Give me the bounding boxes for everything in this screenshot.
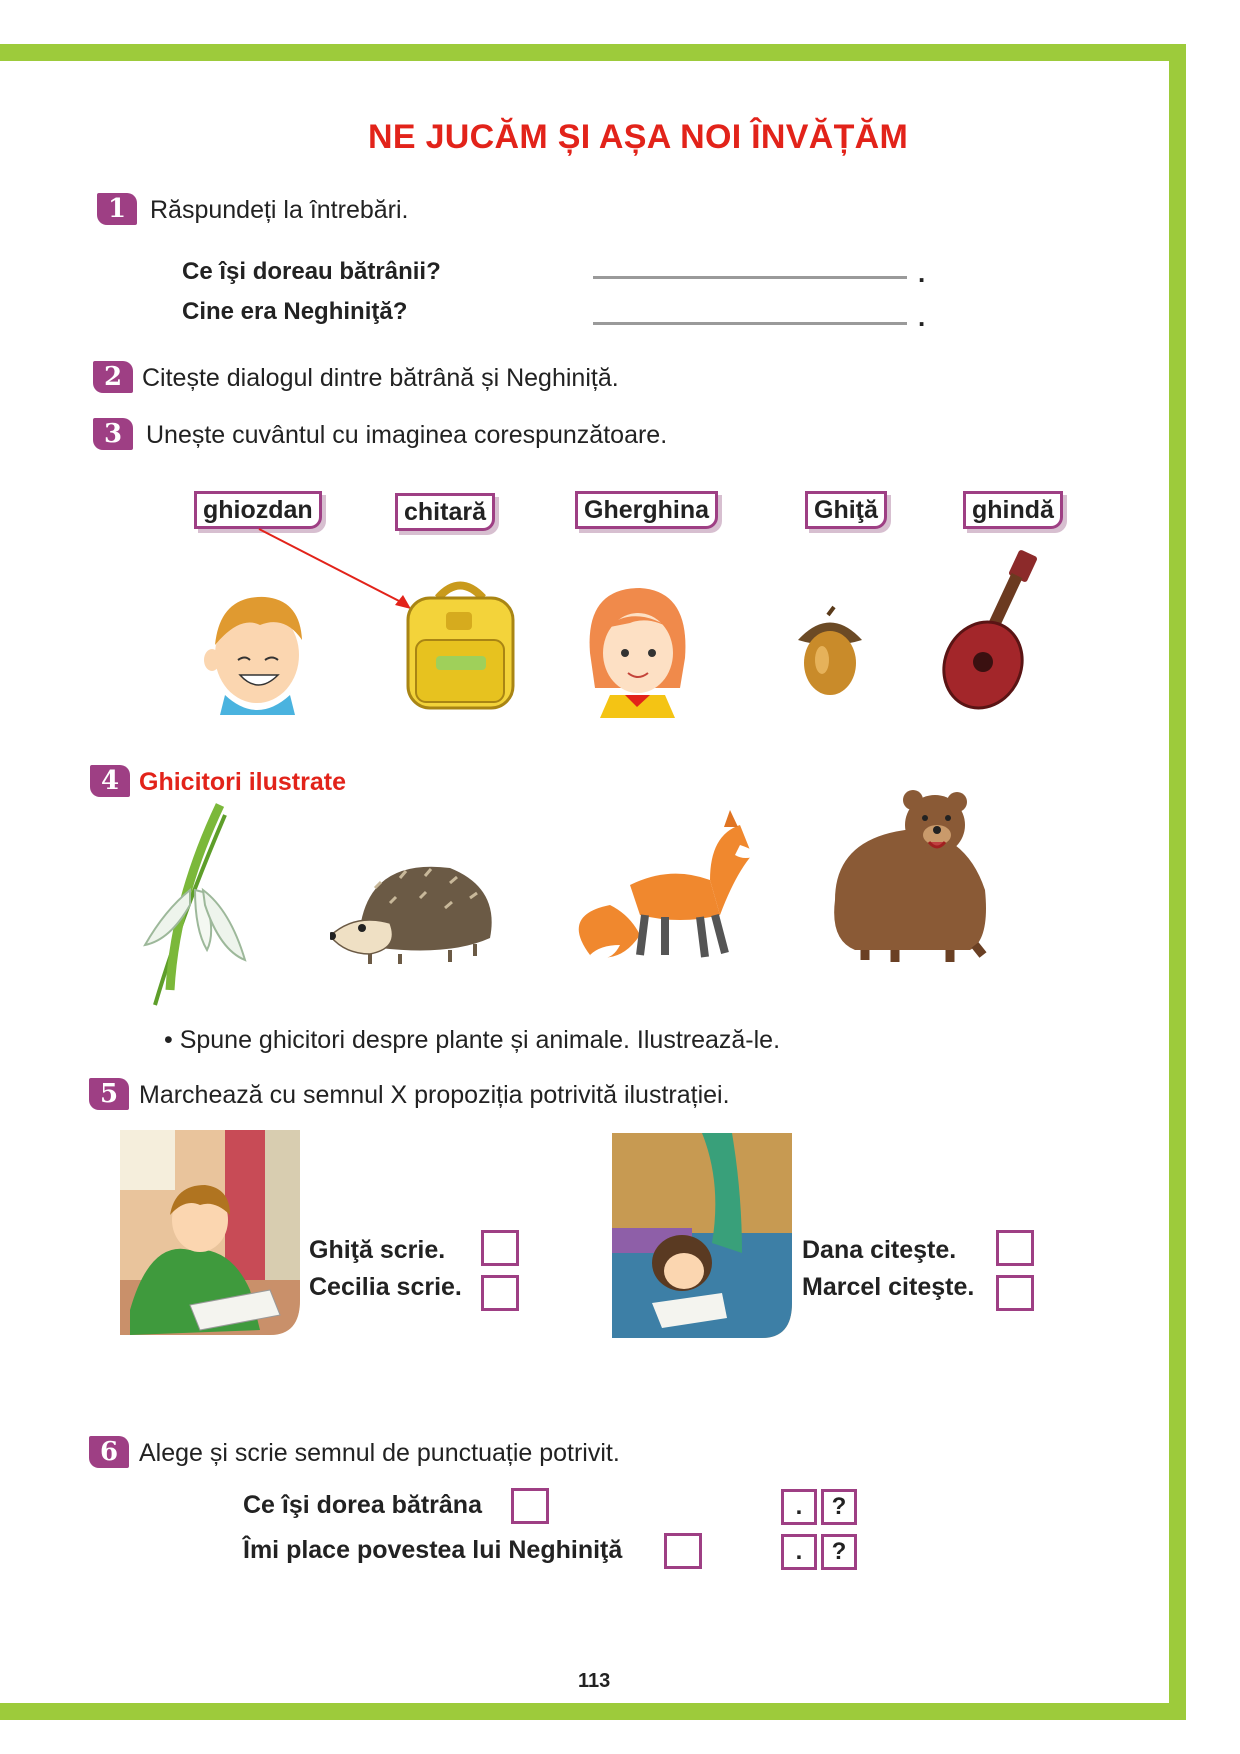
question-2: Cine era Neghiniţă?	[182, 298, 408, 325]
word-card-chitara[interactable]: chitară	[395, 493, 495, 531]
exercise-number-1: 1	[97, 193, 137, 225]
exercise-6-instruction: Alege și scrie semnul de punctuație potrivit.	[139, 1439, 620, 1467]
word-card-gherghina[interactable]: Gherghina	[575, 491, 718, 529]
sentence-marcel-citeste: Marcel citeşte.	[802, 1273, 975, 1301]
page-frame-top	[0, 44, 1186, 61]
option-question-1[interactable]: ?	[821, 1489, 857, 1525]
checkbox-ghita-scrie[interactable]	[481, 1230, 519, 1266]
bear-image[interactable]	[825, 790, 1000, 965]
guitar-image[interactable]	[935, 550, 1055, 720]
boy-writing-image[interactable]	[120, 1130, 300, 1335]
fox-image[interactable]	[570, 805, 760, 965]
end-mark-2: .	[918, 302, 926, 332]
punctuation-box-1[interactable]	[511, 1488, 549, 1524]
exercise-number-5: 5	[89, 1078, 129, 1110]
checkbox-dana-citeste[interactable]	[996, 1230, 1034, 1266]
word-card-ghiozdan[interactable]: ghiozdan	[194, 491, 322, 529]
answer-line-2[interactable]	[593, 322, 907, 325]
checkbox-cecilia-scrie[interactable]	[481, 1275, 519, 1311]
page-title: NE JUCĂM ȘI AȘA NOI ÎNVĂȚĂM	[368, 118, 909, 156]
exercise-number-3: 3	[93, 418, 133, 450]
word-card-ghita[interactable]: Ghiţă	[805, 491, 887, 529]
exercise-5-instruction: Marchează cu semnul X propoziția potrivită ilustrației.	[139, 1081, 730, 1109]
option-period-1[interactable]: .	[781, 1489, 817, 1525]
sentence-imi-place: Îmi place povestea lui Neghiniţă	[243, 1536, 623, 1564]
backpack-image[interactable]	[398, 578, 523, 713]
punctuation-box-2[interactable]	[664, 1533, 702, 1569]
boy-face-image[interactable]	[200, 585, 315, 715]
sentence-dana-citeste: Dana citeşte.	[802, 1236, 957, 1264]
girl-reading-image[interactable]	[612, 1133, 792, 1338]
hedgehog-image[interactable]	[330, 858, 495, 968]
exercise-2-instruction: Citește dialogul dintre bătrână și Neghiniță.	[142, 364, 619, 392]
exercise-4-instruction: Ghicitori ilustrate	[139, 768, 346, 796]
sentence-ce-isi-dorea: Ce îşi dorea bătrâna	[243, 1491, 482, 1519]
acorn-image[interactable]	[790, 605, 870, 700]
exercise-number-4: 4	[90, 765, 130, 797]
exercise-3-instruction: Unește cuvântul cu imaginea corespunzătoare.	[146, 421, 668, 449]
page-number: 113	[578, 1670, 611, 1692]
exercise-1-instruction: Răspundeți la întrebări.	[150, 196, 409, 224]
page-frame-right	[1169, 44, 1186, 1720]
end-mark-1: .	[918, 258, 926, 288]
exercise-4-bullet: • Spune ghicitori despre plante și animale. Ilustrează-le.	[164, 1026, 781, 1054]
girl-face-image[interactable]	[580, 583, 695, 718]
exercise-number-2: 2	[93, 361, 133, 393]
option-question-2[interactable]: ?	[821, 1534, 857, 1570]
option-period-2[interactable]: .	[781, 1534, 817, 1570]
sentence-cecilia-scrie: Cecilia scrie.	[309, 1273, 462, 1301]
snowdrop-image[interactable]	[135, 800, 255, 1010]
word-card-ghinda[interactable]: ghindă	[963, 491, 1063, 529]
answer-line-1[interactable]	[593, 276, 907, 279]
page-frame-bottom	[0, 1703, 1186, 1720]
exercise-number-6: 6	[89, 1436, 129, 1468]
question-1: Ce îşi doreau bătrânii?	[182, 258, 441, 285]
sentence-ghita-scrie: Ghiţă scrie.	[309, 1236, 446, 1264]
checkbox-marcel-citeste[interactable]	[996, 1275, 1034, 1311]
